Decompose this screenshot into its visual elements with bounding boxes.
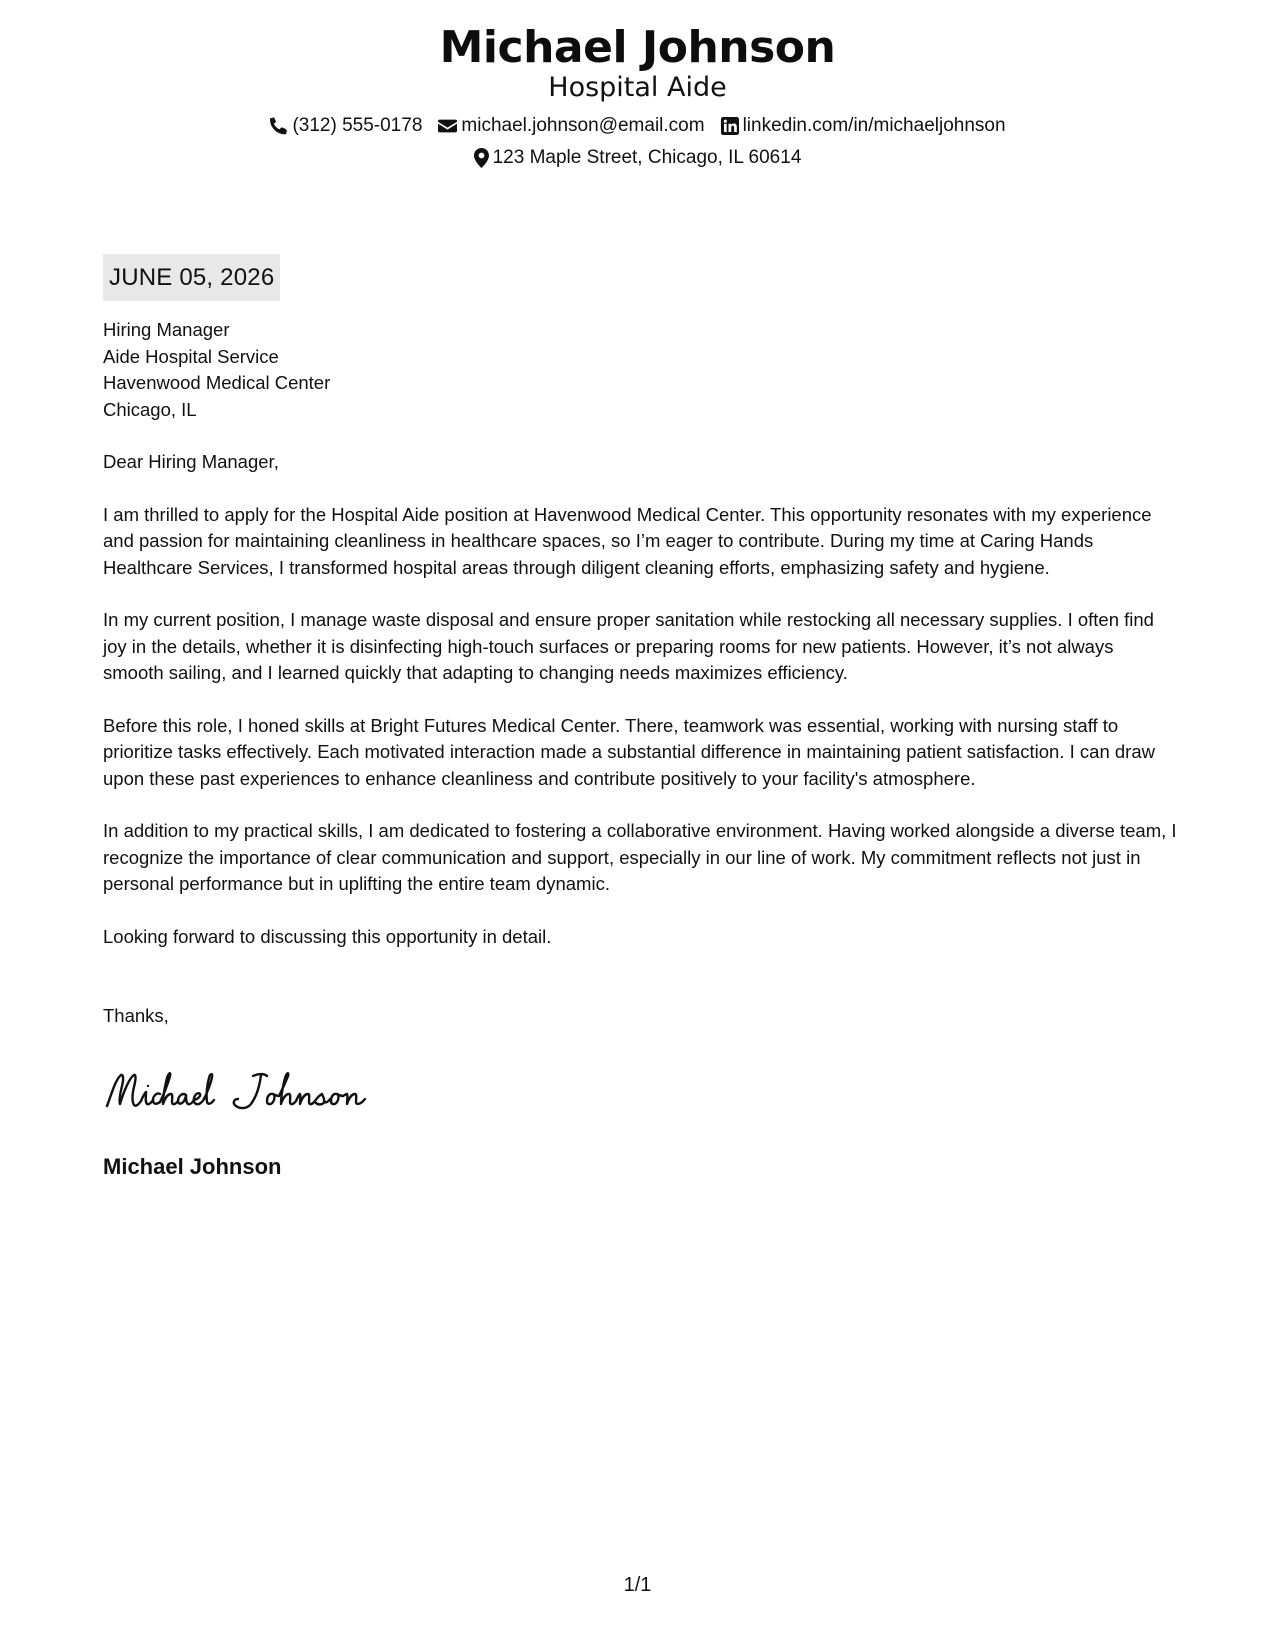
contact-row [0,114,1275,138]
recipient-line: Havenwood Medical Center [103,372,331,393]
salutation: Dear Hiring Manager, [103,451,279,472]
contact-linkedin [721,114,1006,138]
linkedin-icon [721,117,739,135]
signer-name: Michael Johnson [103,1154,282,1179]
linkedin-text: linkedin.com/in/michaeljohnson [742,115,1006,136]
phone-text: (312) 555-0178 [292,115,423,136]
handwritten-signature [103,1066,373,1116]
contact-phone [269,114,422,138]
applicant-name: Michael Johnson [439,22,836,73]
recipient-line: Hiring Manager [103,319,230,340]
body-paragraph: I am thrilled to apply for the Hospital Aide position at Havenwood Medical Center. This opportunity resonates with my experience and passion for maintaining cleanliness in healthcare spaces, so I’m eager to contribute. During my time at Caring Hands Healthcare Services, I transformed hospital areas through diligent cleaning efforts, emphasizing safety and hygiene. [103,503,1152,578]
body-paragraph: Looking forward to discussing this opportunity in detail. [103,925,552,947]
applicant-job-title: Hospital Aide [548,72,727,103]
signature-drawing [103,1066,373,1116]
letter-body [103,317,1178,1030]
recipient-block [103,317,1178,423]
letter-date [103,254,280,301]
envelope-icon [438,118,457,134]
email-text: michael.johnson@email.com [461,115,705,136]
page-number: 1/1 [623,1574,652,1596]
closing: Thanks, [103,1005,169,1026]
recipient-line: Aide Hospital Service [103,345,279,367]
letter-header [0,22,1275,170]
date-text: JUNE 05, 2026 [109,263,275,291]
recipient-line: Chicago, IL [103,398,197,420]
body-paragraph: In addition to my practical skills, I am dedicated to fostering a collaborative environment. Having worked alongside a diverse team, I recognize the importance of clear communication and support, especially in our line of work. My commitment reflects not just in personal performance but in uplifting the entire team dynamic. [103,820,1177,894]
map-pin-icon [474,148,489,168]
contact-email [438,114,704,138]
body-paragraph: In my current position, I manage waste disposal and ensure proper sanitation while restocking all necessary supplies. I often find joy in the details, whether it is disinfecting high-touch surfaces or preparing rooms for new patients. However, it’s not always smooth sailing, and I learned quickly that adapting to changing needs maximizes efficiency. [103,609,1154,683]
body-paragraph: Before this role, I honed skills at Bright Futures Medical Center. There, teamwork was essential, working with nursing staff to prioritize tasks effectively. Each motivated interaction made a substantial difference in maintaining patient satisfaction. I can draw upon these past experiences to enhance cleanliness and contribute positively to your facility's atmosphere. [103,714,1155,789]
address-row [0,146,1275,170]
address-text: 123 Maple Street, Chicago, IL 60614 [492,147,802,168]
contact-address [474,146,802,170]
phone-icon [269,117,288,136]
